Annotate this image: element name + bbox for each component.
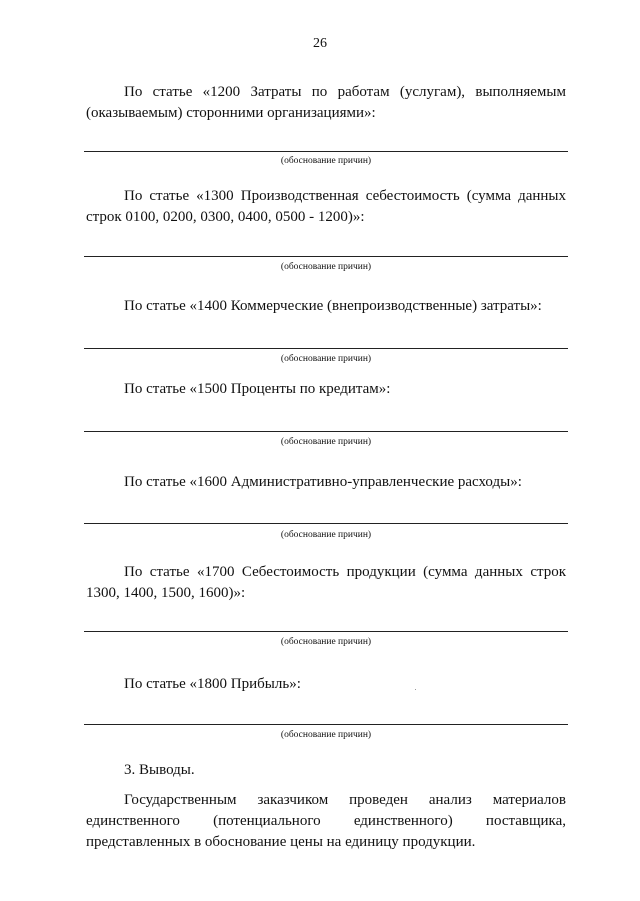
section-1400-caption: (обоснование причин) bbox=[280, 354, 372, 364]
section-1800-text: По статье «1800 Прибыль»: bbox=[124, 676, 301, 692]
section-1400-text: По статье «1400 Коммерческие (внепроизводственные) затраты»: bbox=[124, 298, 542, 314]
section-1700-underline bbox=[84, 631, 568, 632]
section-1300-text: По статье «1300 Производственная себестоимость (сумма данных строк 0100, 0200, 0300, 0400, 0500 - 1200)»: bbox=[86, 188, 566, 225]
section-1600-caption: (обоснование причин) bbox=[280, 530, 372, 540]
section-1800-underline bbox=[84, 724, 568, 725]
scan-speck bbox=[415, 689, 416, 690]
conclusions-text: Государственным заказчиком проведен анализ материалов единственного (потенциального единственного) поставщика, представленных в обоснование цены на единицу продукции. bbox=[86, 792, 566, 850]
section-1500-caption: (обоснование причин) bbox=[280, 437, 372, 447]
section-1200-caption: (обоснование причин) bbox=[280, 156, 372, 166]
conclusions-heading: 3. Выводы. bbox=[124, 762, 195, 778]
section-1500-underline bbox=[84, 431, 568, 432]
section-1300-caption: (обоснование причин) bbox=[280, 262, 372, 272]
section-1800-caption: (обоснование причин) bbox=[280, 730, 372, 740]
section-1400-underline bbox=[84, 348, 568, 349]
section-1200-underline bbox=[84, 151, 568, 152]
section-1300-underline bbox=[84, 256, 568, 257]
section-1500-text: По статье «1500 Проценты по кредитам»: bbox=[124, 381, 391, 397]
section-1700-text: По статье «1700 Себестоимость продукции (сумма данных строк 1300, 1400, 1500, 1600)»: bbox=[86, 564, 566, 601]
section-1700-caption: (обоснование причин) bbox=[280, 637, 372, 647]
section-1200-text: По статье «1200 Затраты по работам (услугам), выполняемым (оказываемым) сторонними организациями»: bbox=[86, 84, 566, 121]
section-1600-underline bbox=[84, 523, 568, 524]
section-1600-text: По статье «1600 Административно-управленческие расходы»: bbox=[124, 474, 522, 490]
page-number: 26 bbox=[313, 36, 327, 51]
